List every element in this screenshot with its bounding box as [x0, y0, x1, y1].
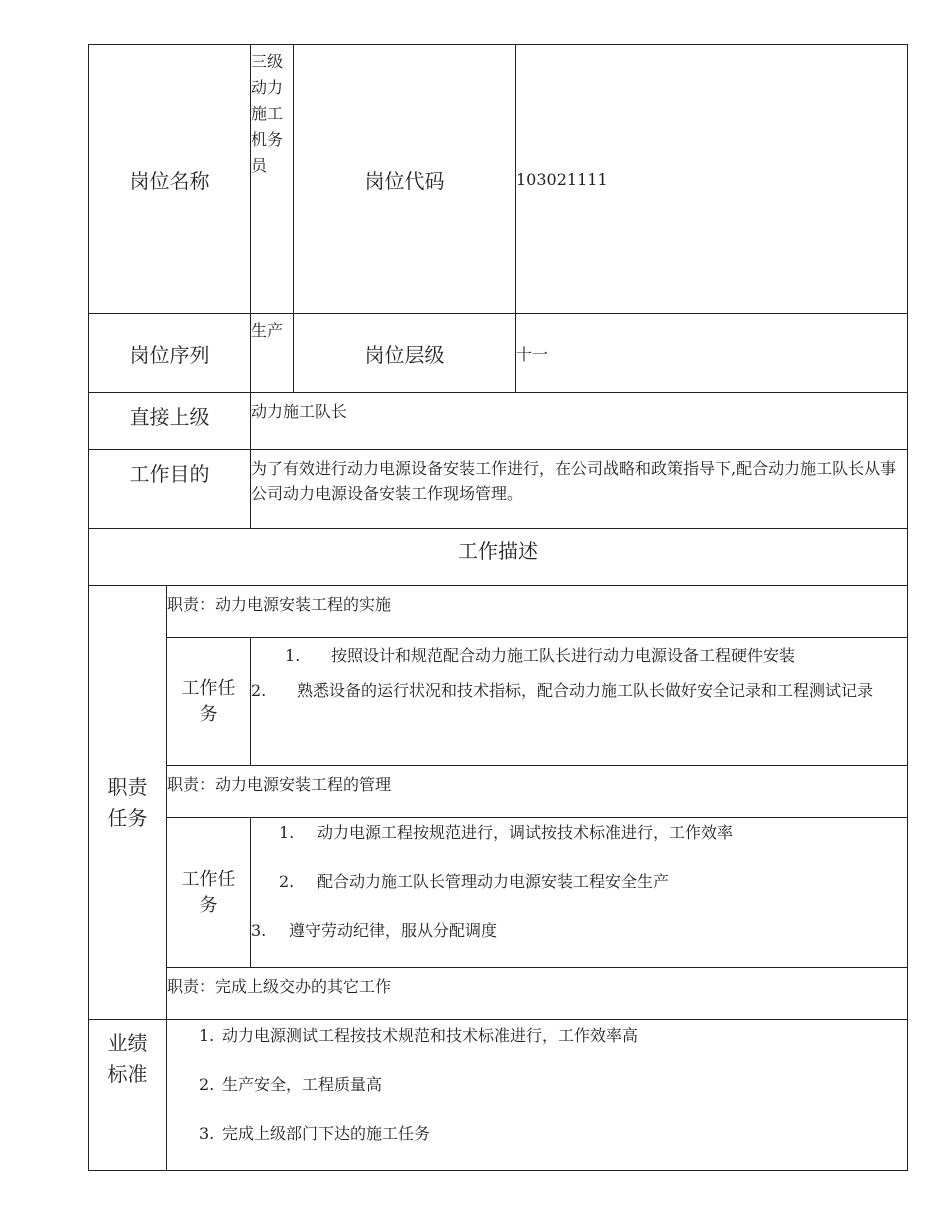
superior-value: 动力施工队长	[251, 393, 908, 450]
item-number: 1.	[199, 1026, 215, 1045]
duty-2-task-list	[251, 818, 908, 968]
task-number: 1.	[285, 646, 301, 665]
post-level-value: 十一	[516, 314, 908, 393]
performance-items	[199, 1024, 907, 1146]
duty-2-task-label	[167, 818, 251, 968]
duty-2-task-3	[251, 918, 907, 943]
performance-label-text: 业绩标准	[107, 1031, 148, 1086]
duty-1-task-1	[251, 643, 893, 668]
duty-1-task-label	[167, 638, 251, 766]
item-number: 2.	[199, 1075, 215, 1094]
duty-2-title: 职责：动力电源安装工程的管理	[167, 766, 908, 818]
duty-3-title: 职责：完成上级交办的其它工作	[167, 968, 908, 1020]
row-duty-1-title	[89, 586, 908, 638]
row-duty-2-title	[89, 766, 908, 818]
post-code-label: 岗位代码	[294, 45, 516, 314]
post-name-value: 三级动力施工机务员	[251, 45, 294, 314]
task-text: 熟悉设备的运行状况和技术指标，配合动力施工队长做好安全记录和工程测试记录	[297, 681, 874, 700]
task-number: 1.	[279, 823, 295, 842]
task-text: 按照设计和规范配合动力施工队长进行动力电源设备工程硬件安装	[331, 646, 796, 665]
duty-2-task-2	[251, 869, 907, 894]
post-level-label: 岗位层级	[294, 314, 516, 393]
job-table	[88, 44, 908, 1171]
post-series-label: 岗位序列	[89, 314, 251, 393]
item-number: 3.	[199, 1124, 215, 1143]
performance-item-3	[199, 1122, 907, 1146]
row-post-name	[89, 45, 908, 314]
item-text: 生产安全，工程质量高	[222, 1075, 383, 1094]
task-text: 遵守劳动纪律，服从分配调度	[289, 921, 498, 940]
performance-label	[89, 1020, 167, 1171]
job-description-form	[88, 44, 907, 1172]
row-purpose	[89, 450, 908, 529]
item-text: 完成上级部门下达的施工任务	[222, 1124, 431, 1143]
duty-1-task-list	[251, 638, 908, 766]
duty-1-task-label-text: 工作任务	[181, 677, 236, 725]
performance-item-2	[199, 1073, 907, 1097]
row-post-series	[89, 314, 908, 393]
description-title: 工作描述	[89, 529, 908, 586]
duty-section-label	[89, 586, 167, 1020]
task-number: 2.	[279, 872, 295, 891]
row-duty-1-tasks	[89, 638, 908, 766]
row-superior	[89, 393, 908, 450]
post-code-value: 103021111	[516, 45, 908, 314]
post-series-value: 生产	[251, 314, 294, 393]
post-name-label: 岗位名称	[89, 45, 251, 314]
task-text: 配合动力施工队长管理动力电源安装工程安全生产	[317, 872, 670, 891]
item-text: 动力电源测试工程按技术规范和技术标准进行，工作效率高	[222, 1026, 639, 1045]
row-description-title	[89, 529, 908, 586]
row-performance	[89, 1020, 908, 1171]
performance-list	[167, 1020, 908, 1171]
duty-2-task-label-text: 工作任务	[181, 868, 236, 916]
row-duty-3-title	[89, 968, 908, 1020]
duty-2-task-1	[251, 820, 907, 845]
superior-label: 直接上级	[89, 393, 251, 450]
performance-item-1	[199, 1024, 907, 1048]
task-number: 3.	[251, 921, 267, 940]
purpose-value: 为了有效进行动力电源设备安装工作进行，在公司战略和政策指导下,配合动力施工队长从事公司动力电源设备安装工作现场管理。	[251, 450, 908, 529]
duty-1-task-2	[251, 678, 893, 703]
purpose-label: 工作目的	[89, 450, 251, 529]
duty-1-title: 职责：动力电源安装工程的实施	[167, 586, 908, 638]
duty-section-label-text: 职责任务	[107, 774, 148, 830]
row-duty-2-tasks	[89, 818, 908, 968]
task-number: 2.	[251, 681, 267, 700]
task-text: 动力电源工程按规范进行，调试按技术标准进行，工作效率	[317, 823, 734, 842]
